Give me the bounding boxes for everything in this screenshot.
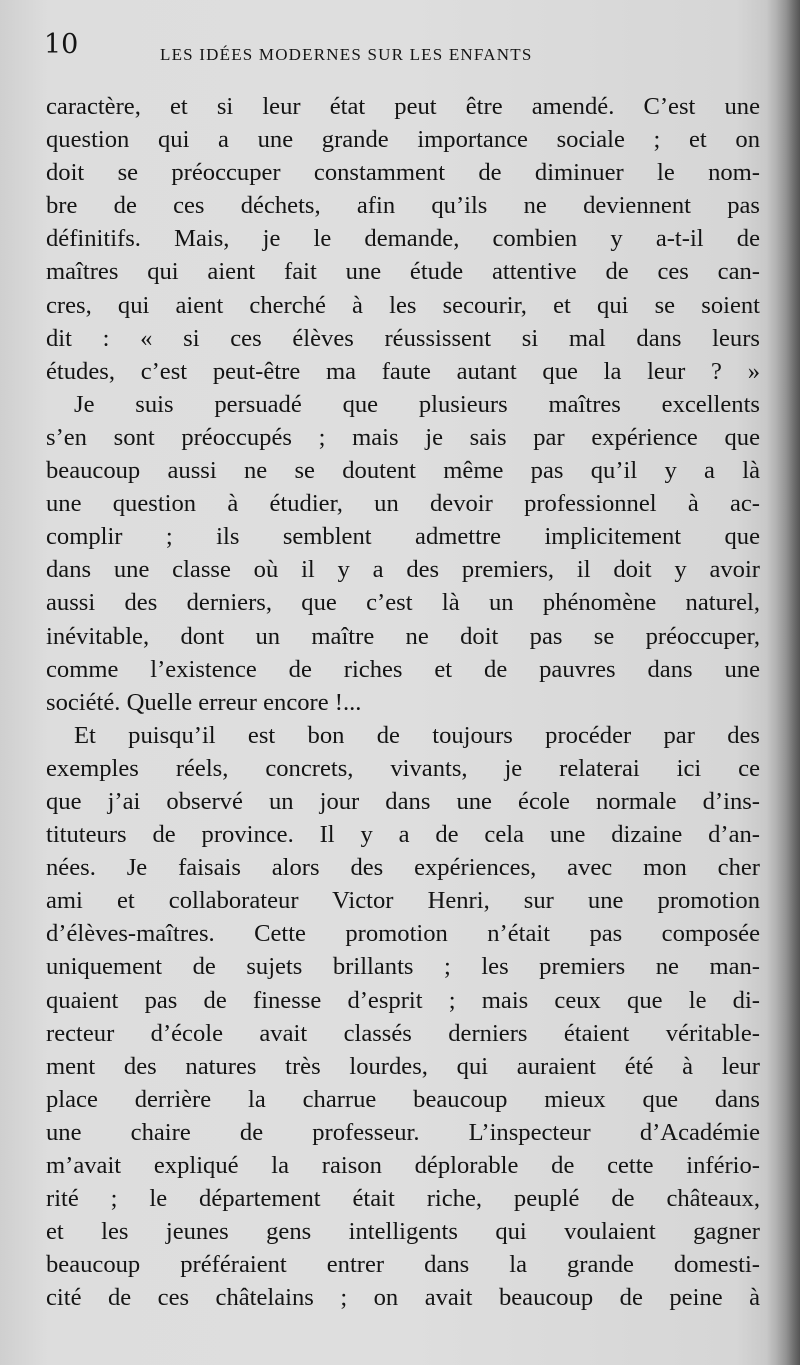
body-text (46, 90, 760, 1314)
text-line: études, c’est peut-être ma faute autant que la leur ? » (46, 357, 760, 385)
text-line: ment des natures très lourdes, qui auraient été à leur (46, 1052, 760, 1080)
text-line: place derrière la charrue beaucoup mieux que dans (46, 1085, 760, 1113)
text-line: une question à étudier, un devoir professionnel à ac- (46, 490, 760, 518)
text-line: uniquement de sujets brillants ; les premiers ne man- (46, 953, 760, 981)
page-number: 10 (44, 29, 79, 60)
text-line: d’élèves-maîtres. Cette promotion n’était pas composée (46, 920, 760, 948)
text-line: dit : « si ces élèves réussissent si mal dans leurs (46, 324, 760, 352)
text-line: question qui a une grande importance sociale ; et on (46, 126, 760, 154)
text-line: aussi des derniers, que c’est là un phénomène naturel, (46, 589, 760, 617)
text-line: définitifs. Mais, je le demande, combien y a-t-il de (46, 225, 760, 253)
text-line: m’avait expliqué la raison déplorable de cette infério- (46, 1152, 760, 1179)
text-line: rité ; le département était riche, peuplé de châteaux, (46, 1185, 760, 1213)
text-line: beaucoup aussi ne se doutent même pas qu’il y a là (46, 457, 760, 485)
text-line: ami et collaborateur Victor Henri, sur une promotion (46, 887, 760, 915)
text-line: s’en sont préoccupés ; mais je sais par expérience que (46, 423, 760, 451)
text-line: complir ; ils semblent admettre implicitement que (46, 523, 760, 551)
text-line: cres, qui aient cherché à les secourir, et qui se soient (46, 291, 760, 319)
text-line: maîtres qui aient fait une étude attentive de ces can- (46, 258, 760, 286)
text-line: bre de ces déchets, afin qu’ils ne deviennent pas (46, 192, 760, 220)
text-line: caractère, et si leur état peut être amendé. C’est une (46, 93, 760, 120)
text-line: et les jeunes gens intelligents qui voulaient gagner (46, 1218, 760, 1246)
text-line: inévitable, dont un maître ne doit pas se préoccuper, (46, 622, 760, 650)
text-line: comme l’existence de riches et de pauvres dans une (46, 655, 760, 683)
paragraph-first-line: Je suis persuadé que plusieurs maîtres excellents (74, 390, 760, 418)
running-title: LES IDÉES MODERNES SUR LES ENFANTS (160, 45, 533, 64)
text-line: beaucoup préféraient entrer dans la grande domesti- (46, 1251, 760, 1279)
page-edge-shadow (766, 0, 800, 1365)
paragraph-last-line: société. Quelle erreur encore !... (46, 688, 362, 716)
text-line: dans une classe où il y a des premiers, il doit y avoir (46, 556, 760, 584)
text-line: tituteurs de province. Il y a de cela une dizaine d’an- (46, 821, 760, 849)
text-line: exemples réels, concrets, vivants, je relaterai ici ce (46, 754, 760, 782)
text-line: nées. Je faisais alors des expériences, avec mon cher (46, 854, 760, 882)
paragraph-first-line: Et puisqu’il est bon de toujours procéder par des (74, 721, 760, 749)
text-line: quaient pas de finesse d’esprit ; mais ceux que le di- (46, 986, 760, 1014)
text-line: cité de ces châtelains ; on avait beaucoup de peine à (46, 1284, 760, 1312)
text-line: doit se préoccuper constamment de diminuer le nom- (46, 159, 760, 187)
text-line: que j’ai observé un jour dans une école normale d’ins- (46, 787, 760, 815)
text-line: recteur d’école avait classés derniers étaient véritable- (46, 1019, 760, 1047)
text-line: une chaire de professeur. L’inspecteur d’Académie (46, 1118, 760, 1146)
